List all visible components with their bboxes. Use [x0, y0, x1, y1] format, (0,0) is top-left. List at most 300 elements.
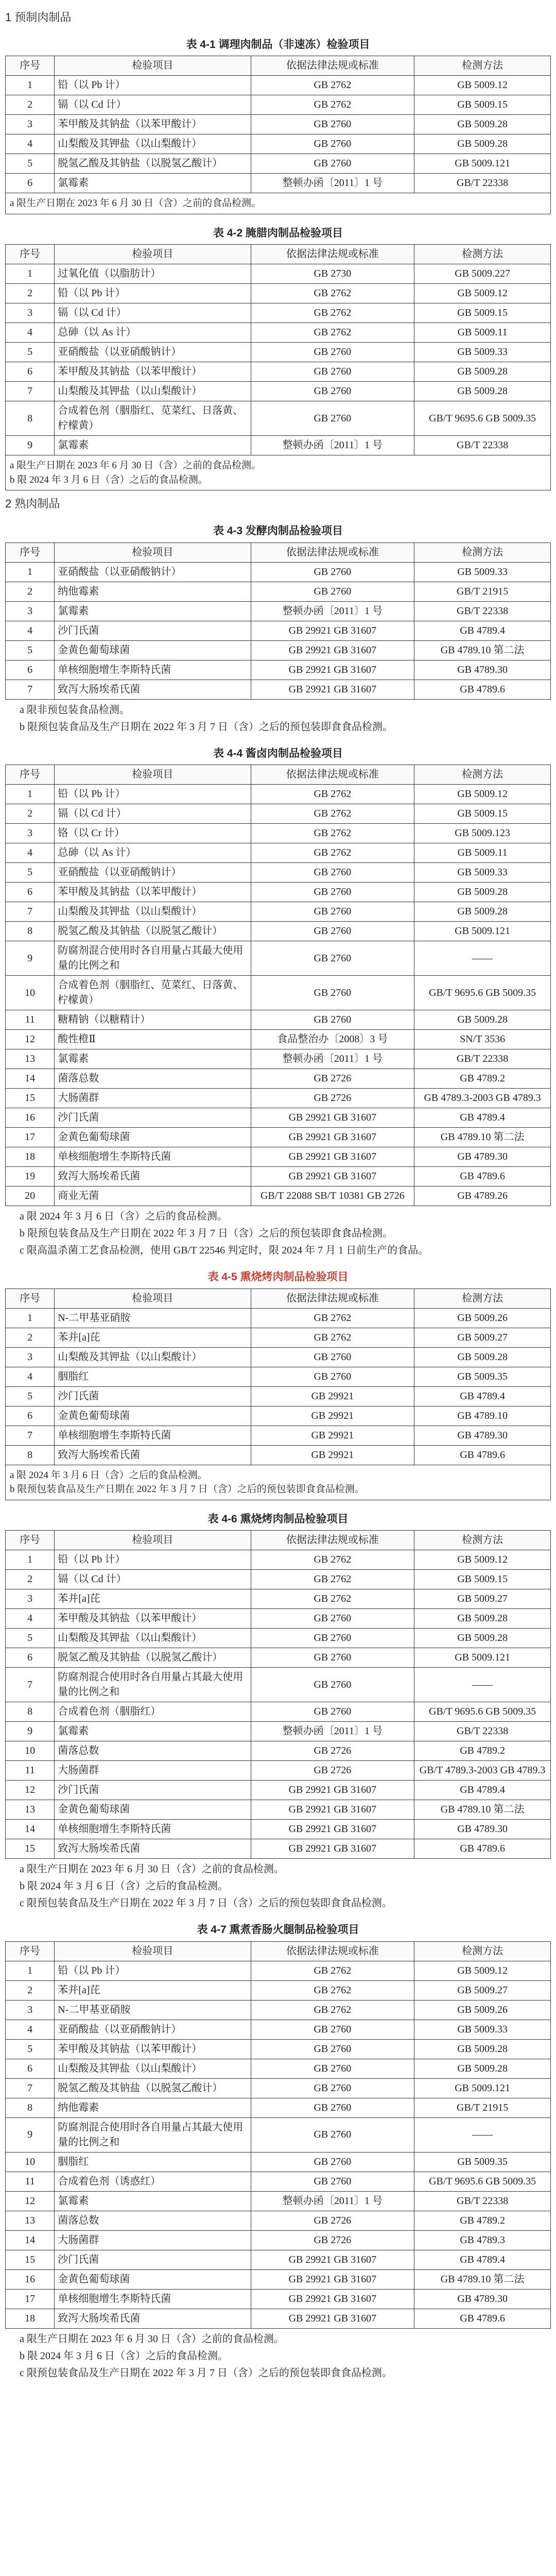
table-row	[6, 863, 551, 883]
table-row	[6, 1550, 551, 1570]
row-method: GB 5009.227	[414, 264, 551, 284]
row-item: 铅（以 Pb 计）	[55, 1961, 251, 1980]
row-basis: GB 29921 GB 31607	[251, 2250, 414, 2269]
row-basis: 整顿办函〔2011〕1 号	[251, 174, 414, 193]
row-basis: GB 2762	[251, 1961, 414, 1980]
row-number: 5	[6, 154, 55, 174]
table-row	[6, 1800, 551, 1820]
row-number: 5	[6, 2039, 55, 2059]
table-row	[6, 824, 551, 843]
table-note: b 限 2024 年 3 月 6 日（含）之后的食品检测。	[20, 2350, 228, 2362]
row-method: GB 4789.2	[414, 2211, 551, 2230]
row-basis: GB 2726	[251, 1069, 414, 1089]
row-number: 7	[6, 1668, 55, 1702]
table-row	[6, 660, 551, 680]
inspection-table	[5, 543, 551, 700]
row-number: 4	[6, 323, 55, 343]
row-method: GB 4789.2	[414, 1741, 551, 1761]
header-no: 序号	[6, 245, 55, 264]
row-basis: GB 2762	[251, 804, 414, 824]
row-number: 5	[6, 863, 55, 883]
row-method: GB 4789.10 第二法	[414, 1128, 551, 1147]
row-basis: GB 29921 GB 31607	[251, 1839, 414, 1859]
table-note: b 限预包装食品及生产日期在 2022 年 3 月 7 日（含）之后的预包装即食食品检测。	[20, 721, 393, 733]
row-basis: GB 29921 GB 31607	[251, 2269, 414, 2289]
row-number: 16	[6, 2269, 55, 2289]
row-item: 山梨酸及其钾盐（以山梨酸计）	[55, 134, 251, 154]
row-number: 1	[6, 1550, 55, 1570]
row-number: 2	[6, 284, 55, 303]
row-method: GB 4789.30	[414, 1147, 551, 1167]
header-method: 检测方法	[414, 1941, 551, 1961]
table-row	[6, 382, 551, 401]
table-row	[6, 1961, 551, 1980]
table-row	[6, 785, 551, 804]
header-item: 检验项目	[55, 1531, 251, 1550]
row-number: 3	[6, 1347, 55, 1367]
table-header-row	[6, 1941, 551, 1961]
row-item: 酸性橙Ⅱ	[55, 1030, 251, 1049]
row-item: 氯霉素	[55, 1049, 251, 1069]
row-item: 菌落总数	[55, 1069, 251, 1089]
table-row	[6, 1108, 551, 1128]
row-method: GB 4789.6	[414, 1167, 551, 1187]
row-method: GB 5009.27	[414, 1589, 551, 1609]
row-number: 19	[6, 1167, 55, 1187]
row-method: GB 4789.10	[414, 1406, 551, 1426]
row-item: 合成着色剂（胭脂红、苋菜红、日落黄、柠檬黄）	[55, 976, 251, 1010]
table-row	[6, 1761, 551, 1781]
row-basis: GB 2760	[251, 1367, 414, 1386]
row-method: GB 5009.33	[414, 562, 551, 582]
row-basis: GB 2760	[251, 2039, 414, 2059]
row-basis: GB 2726	[251, 2230, 414, 2250]
row-number: 3	[6, 303, 55, 323]
row-basis: GB 2760	[251, 2152, 414, 2172]
row-method: GB 4789.6	[414, 2309, 551, 2328]
table-row	[6, 2309, 551, 2328]
row-basis: 整顿办函〔2011〕1 号	[251, 601, 414, 621]
row-item: 苯并[a]芘	[55, 1328, 251, 1347]
row-item: 金黄色葡萄球菌	[55, 640, 251, 660]
row-number: 20	[6, 1187, 55, 1206]
row-basis: GB/T 22088 SB/T 10381 GB 2726	[251, 1187, 414, 1206]
row-method: GB 4789.10 第二法	[414, 1800, 551, 1820]
row-basis: GB 2760	[251, 941, 414, 976]
row-method: GB 5009.121	[414, 922, 551, 941]
row-item: 镉（以 Cd 计）	[55, 95, 251, 115]
section-title-cooked-meat: 2 熟肉制品	[5, 497, 60, 511]
table-note: a 限非预包装食品检测。	[20, 704, 130, 716]
table-row	[6, 601, 551, 621]
row-method: GB 5009.28	[414, 902, 551, 922]
header-method: 检测方法	[414, 56, 551, 76]
row-item: 致泻大肠埃希氏菌	[55, 1445, 251, 1465]
row-number: 2	[6, 1980, 55, 2000]
table-note: c 限高温杀菌工艺食品检测，使用 GB/T 22546 判定时，限 2024 年 7 月 1 日前生产的食品。	[20, 1245, 429, 1257]
row-basis: GB 2760	[251, 154, 414, 174]
row-item: 苯并[a]芘	[55, 1980, 251, 2000]
row-basis: GB 2760	[251, 115, 414, 134]
row-basis: GB 2760	[251, 1010, 414, 1030]
table-row	[6, 2039, 551, 2059]
table-row	[6, 1741, 551, 1761]
row-method: GB 4789.30	[414, 2289, 551, 2309]
row-item: 苯甲酸及其钠盐（以苯甲酸计）	[55, 1609, 251, 1629]
row-method: GB 5009.28	[414, 382, 551, 401]
table-row	[6, 621, 551, 640]
table-row	[6, 562, 551, 582]
table-row	[6, 2152, 551, 2172]
table-title: 表 4-2 腌腊肉制品检验项目	[213, 227, 343, 239]
row-basis: GB 2760	[251, 1648, 414, 1668]
row-method: GB 5009.26	[414, 1308, 551, 1328]
row-basis: GB 2762	[251, 95, 414, 115]
table-row	[6, 436, 551, 455]
header-no: 序号	[6, 56, 55, 76]
row-item: 单核细胞增生李斯特氏菌	[55, 1426, 251, 1445]
table-notes	[5, 1209, 551, 1258]
table-row	[6, 2000, 551, 2020]
row-number: 9	[6, 941, 55, 976]
row-item: 金黄色葡萄球菌	[55, 1128, 251, 1147]
row-number: 6	[6, 362, 55, 382]
row-basis: GB 2760	[251, 1609, 414, 1629]
row-item: 山梨酸及其钾盐（以山梨酸计）	[55, 2059, 251, 2078]
row-item: 防腐剂混合使用时各自用量占其最大使用量的比例之和	[55, 941, 251, 976]
row-basis: 整顿办函〔2011〕1 号	[251, 436, 414, 455]
row-item: 铅（以 Pb 计）	[55, 284, 251, 303]
row-basis: GB 2762	[251, 2000, 414, 2020]
table-row	[6, 154, 551, 174]
header-no: 序号	[6, 1941, 55, 1961]
table-row	[6, 1589, 551, 1609]
row-method: ——	[414, 941, 551, 976]
row-item: 苯甲酸及其钠盐（以苯甲酸计）	[55, 2039, 251, 2059]
table-note: a 限生产日期在 2023 年 6 月 30 日（含）之前的食品检测。	[10, 198, 262, 209]
row-basis: GB 2760	[251, 2020, 414, 2039]
table-row	[6, 1367, 551, 1386]
table-row	[6, 284, 551, 303]
row-method: SN/T 3536	[414, 1030, 551, 1049]
row-number: 10	[6, 2152, 55, 2172]
row-item: 镉（以 Cd 计）	[55, 1570, 251, 1589]
table-row	[6, 582, 551, 601]
row-item: 防腐剂混合使用时各自用量占其最大使用量的比例之和	[55, 2117, 251, 2152]
row-number: 6	[6, 1648, 55, 1668]
row-method: GB 5009.28	[414, 362, 551, 382]
row-number: 8	[6, 922, 55, 941]
header-basis: 依据法律法规或标准	[251, 56, 414, 76]
row-item: 脱氢乙酸及其钠盐（以脱氢乙酸计）	[55, 154, 251, 174]
table-title: 表 4-5 熏烧烤肉制品检验项目	[207, 1271, 349, 1283]
row-item: 致泻大肠埃希氏菌	[55, 1839, 251, 1859]
row-number: 8	[6, 1702, 55, 1722]
row-number: 4	[6, 1367, 55, 1386]
row-method: GB 4789.6	[414, 1839, 551, 1859]
row-item: 总砷（以 As 计）	[55, 843, 251, 863]
row-basis: GB 29921 GB 31607	[251, 1820, 414, 1839]
row-item: 合成着色剂（胭脂红、苋菜红、日落黄、柠檬黄）	[55, 401, 251, 436]
table-row	[6, 1722, 551, 1741]
header-basis: 依据法律法规或标准	[251, 245, 414, 264]
row-basis: GB 2726	[251, 1761, 414, 1781]
row-number: 17	[6, 1128, 55, 1147]
row-method: GB 5009.28	[414, 883, 551, 902]
table-title: 表 4-1 调理肉制品（非速冻）检验项目	[186, 38, 370, 50]
row-number: 1	[6, 264, 55, 284]
row-method: GB 5009.15	[414, 303, 551, 323]
header-basis: 依据法律法规或标准	[251, 1941, 414, 1961]
row-method: GB 4789.4	[414, 2250, 551, 2269]
header-item: 检验项目	[55, 1941, 251, 1961]
table-row	[6, 1128, 551, 1147]
table-row	[6, 1609, 551, 1629]
row-number: 8	[6, 1445, 55, 1465]
row-item: 单核细胞增生李斯特氏菌	[55, 1147, 251, 1167]
table-row	[6, 1820, 551, 1839]
row-method: GB 4789.2	[414, 1069, 551, 1089]
row-number: 9	[6, 2117, 55, 2152]
table-row	[6, 1030, 551, 1049]
row-method: GB 5009.28	[414, 2039, 551, 2059]
row-item: 金黄色葡萄球菌	[55, 2269, 251, 2289]
row-number: 1	[6, 1308, 55, 1328]
row-basis: 整顿办函〔2011〕1 号	[251, 1722, 414, 1741]
row-method: GB 4789.30	[414, 1426, 551, 1445]
row-number: 7	[6, 680, 55, 699]
table-row	[6, 401, 551, 436]
row-method: GB/T 9695.6 GB 5009.35	[414, 2172, 551, 2191]
row-method: GB 5009.28	[414, 1010, 551, 1030]
table-row	[6, 2172, 551, 2191]
row-method: ——	[414, 1668, 551, 1702]
row-item: 纳他霉素	[55, 2098, 251, 2117]
table-note: b 限预包装食品及生产日期在 2022 年 3 月 7 日（含）之后的预包装即食食品检测。	[20, 1228, 393, 1240]
row-basis: GB 2762	[251, 1308, 414, 1328]
header-basis: 依据法律法规或标准	[251, 765, 414, 785]
row-basis: GB 29921 GB 31607	[251, 621, 414, 640]
row-method: ——	[414, 2117, 551, 2152]
row-basis: GB 29921 GB 31607	[251, 2309, 414, 2328]
row-item: 沙门氏菌	[55, 1108, 251, 1128]
table-note: a 限生产日期在 2023 年 6 月 30 日（含）之前的食品检测。	[20, 2333, 284, 2345]
row-item: 大肠菌群	[55, 1761, 251, 1781]
row-basis: GB 2762	[251, 785, 414, 804]
row-basis: GB 2760	[251, 582, 414, 601]
row-method: GB 5009.123	[414, 824, 551, 843]
row-item: 大肠菌群	[55, 1089, 251, 1108]
row-number: 18	[6, 2309, 55, 2328]
row-basis: GB 29921 GB 31607	[251, 2289, 414, 2309]
row-item: 沙门氏菌	[55, 1781, 251, 1800]
table-row	[6, 2098, 551, 2117]
row-basis: GB 2760	[251, 902, 414, 922]
row-item: 氯霉素	[55, 174, 251, 193]
table-header-row	[6, 765, 551, 785]
row-number: 6	[6, 883, 55, 902]
row-method: GB 4789.4	[414, 1386, 551, 1406]
row-number: 9	[6, 436, 55, 455]
header-basis: 依据法律法规或标准	[251, 543, 414, 562]
row-basis: GB 2760	[251, 401, 414, 436]
row-item: 沙门氏菌	[55, 2250, 251, 2269]
table-row	[6, 2230, 551, 2250]
table-row	[6, 1089, 551, 1108]
row-basis: GB 2762	[251, 824, 414, 843]
header-item: 检验项目	[55, 56, 251, 76]
row-item: 山梨酸及其钾盐（以山梨酸计）	[55, 382, 251, 401]
row-number: 5	[6, 1386, 55, 1406]
table-title: 表 4-6 熏烧烤肉制品检验项目	[207, 1513, 349, 1525]
table-note: a 限 2024 年 3 月 6 日（含）之后的食品检测。	[20, 1211, 228, 1223]
row-item: 山梨酸及其钾盐（以山梨酸计）	[55, 1347, 251, 1367]
row-item: 苯并[a]芘	[55, 1589, 251, 1609]
row-item: 脱氢乙酸及其钠盐（以脱氢乙酸计）	[55, 1648, 251, 1668]
table-row	[6, 1781, 551, 1800]
table-notes	[5, 2332, 551, 2381]
row-method: GB 4789.4	[414, 621, 551, 640]
row-item: 铅（以 Pb 计）	[55, 1550, 251, 1570]
row-number: 6	[6, 2059, 55, 2078]
table-notes	[5, 1862, 551, 1911]
row-method: GB/T 22338	[414, 174, 551, 193]
inspection-table	[5, 1941, 551, 2329]
row-basis: 整顿办函〔2011〕1 号	[251, 2191, 414, 2211]
row-method: GB 5009.27	[414, 1328, 551, 1347]
row-number: 4	[6, 2020, 55, 2039]
table-row	[6, 2117, 551, 2152]
row-item: 过氧化值（以脂肪计）	[55, 264, 251, 284]
row-number: 1	[6, 562, 55, 582]
table-title: 表 4-3 发酵肉制品检验项目	[213, 525, 343, 537]
row-item: 亚硝酸盐（以亚硝酸钠计）	[55, 863, 251, 883]
row-item: 菌落总数	[55, 2211, 251, 2230]
table-row	[6, 2191, 551, 2211]
row-method: GB 4789.10 第二法	[414, 2269, 551, 2289]
table-row	[6, 1328, 551, 1347]
table-row	[6, 804, 551, 824]
row-method: GB 4789.3	[414, 2230, 551, 2250]
row-method: GB 4789.4	[414, 1781, 551, 1800]
row-number: 1	[6, 785, 55, 804]
row-number: 6	[6, 174, 55, 193]
row-item: 山梨酸及其钾盐（以山梨酸计）	[55, 1629, 251, 1648]
table-row	[6, 883, 551, 902]
table-row	[6, 941, 551, 976]
row-method: GB 5009.35	[414, 1367, 551, 1386]
row-number: 12	[6, 1781, 55, 1800]
row-number: 9	[6, 1722, 55, 1741]
row-basis: GB 2760	[251, 2078, 414, 2098]
table-header-row	[6, 245, 551, 264]
row-method: GB/T 22338	[414, 601, 551, 621]
row-item: 单核细胞增生李斯特氏菌	[55, 660, 251, 680]
row-number: 5	[6, 1629, 55, 1648]
row-method: GB 5009.12	[414, 284, 551, 303]
row-item: 商业无菌	[55, 1187, 251, 1206]
row-item: 苯甲酸及其钠盐（以苯甲酸计）	[55, 883, 251, 902]
row-basis: GB 2760	[251, 1347, 414, 1367]
row-method: GB 4789.3-2003 GB 4789.3	[414, 1089, 551, 1108]
row-basis: GB 29921 GB 31607	[251, 1147, 414, 1167]
table-row	[6, 2020, 551, 2039]
row-number: 3	[6, 824, 55, 843]
table-row	[6, 2250, 551, 2269]
row-item: 镉（以 Cd 计）	[55, 303, 251, 323]
row-number: 6	[6, 660, 55, 680]
row-method: GB/T 22338	[414, 1049, 551, 1069]
table-note-row	[6, 1465, 551, 1500]
row-basis: GB 2760	[251, 1668, 414, 1702]
row-number: 3	[6, 115, 55, 134]
row-method: GB 5009.28	[414, 1629, 551, 1648]
row-item: 沙门氏菌	[55, 1386, 251, 1406]
row-method: GB 5009.15	[414, 804, 551, 824]
row-number: 7	[6, 382, 55, 401]
table-row	[6, 1629, 551, 1648]
row-number: 3	[6, 2000, 55, 2020]
row-basis: GB 2726	[251, 1741, 414, 1761]
table-row	[6, 362, 551, 382]
row-number: 12	[6, 1030, 55, 1049]
table-header-row	[6, 1289, 551, 1308]
row-item: 脱氢乙酸及其钠盐（以脱氢乙酸计）	[55, 922, 251, 941]
table-note: b 限 2024 年 3 月 6 日（含）之后的食品检测。	[20, 1880, 228, 1892]
row-basis: 食品整治办〔2008〕3 号	[251, 1030, 414, 1049]
row-number: 14	[6, 2230, 55, 2250]
table-block	[5, 226, 551, 491]
table-row	[6, 1980, 551, 2000]
row-item: 铬（以 Cr 计）	[55, 824, 251, 843]
row-method: GB 5009.28	[414, 1609, 551, 1629]
table-row	[6, 1668, 551, 1702]
row-number: 15	[6, 1089, 55, 1108]
table-header-row	[6, 56, 551, 76]
header-method: 检测方法	[414, 765, 551, 785]
row-basis: GB 2726	[251, 1089, 414, 1108]
table-row	[6, 134, 551, 154]
row-number: 5	[6, 640, 55, 660]
row-basis: GB 2762	[251, 284, 414, 303]
row-item: 氯霉素	[55, 1722, 251, 1741]
table-row	[6, 343, 551, 362]
row-basis: GB 2762	[251, 843, 414, 863]
row-basis: GB 29921	[251, 1406, 414, 1426]
row-number: 16	[6, 1108, 55, 1128]
row-method: GB 5009.27	[414, 1980, 551, 2000]
row-item: 总砷（以 As 计）	[55, 323, 251, 343]
table-row	[6, 843, 551, 863]
row-basis: GB 29921 GB 31607	[251, 640, 414, 660]
table-block	[5, 746, 551, 1258]
row-item: 胭脂红	[55, 2152, 251, 2172]
row-number: 14	[6, 1069, 55, 1089]
row-basis: GB 2762	[251, 323, 414, 343]
row-method: GB 5009.28	[414, 115, 551, 134]
row-number: 10	[6, 976, 55, 1010]
row-basis: GB 2762	[251, 1570, 414, 1589]
table-row	[6, 2211, 551, 2230]
row-basis: GB 29921 GB 31607	[251, 1781, 414, 1800]
row-number: 5	[6, 343, 55, 362]
row-basis: GB 2762	[251, 303, 414, 323]
row-basis: GB 2762	[251, 1328, 414, 1347]
table-notes	[5, 703, 551, 735]
row-item: 亚硝酸盐（以亚硝酸钠计）	[55, 343, 251, 362]
table-block	[5, 1922, 551, 2380]
table-row	[6, 76, 551, 95]
